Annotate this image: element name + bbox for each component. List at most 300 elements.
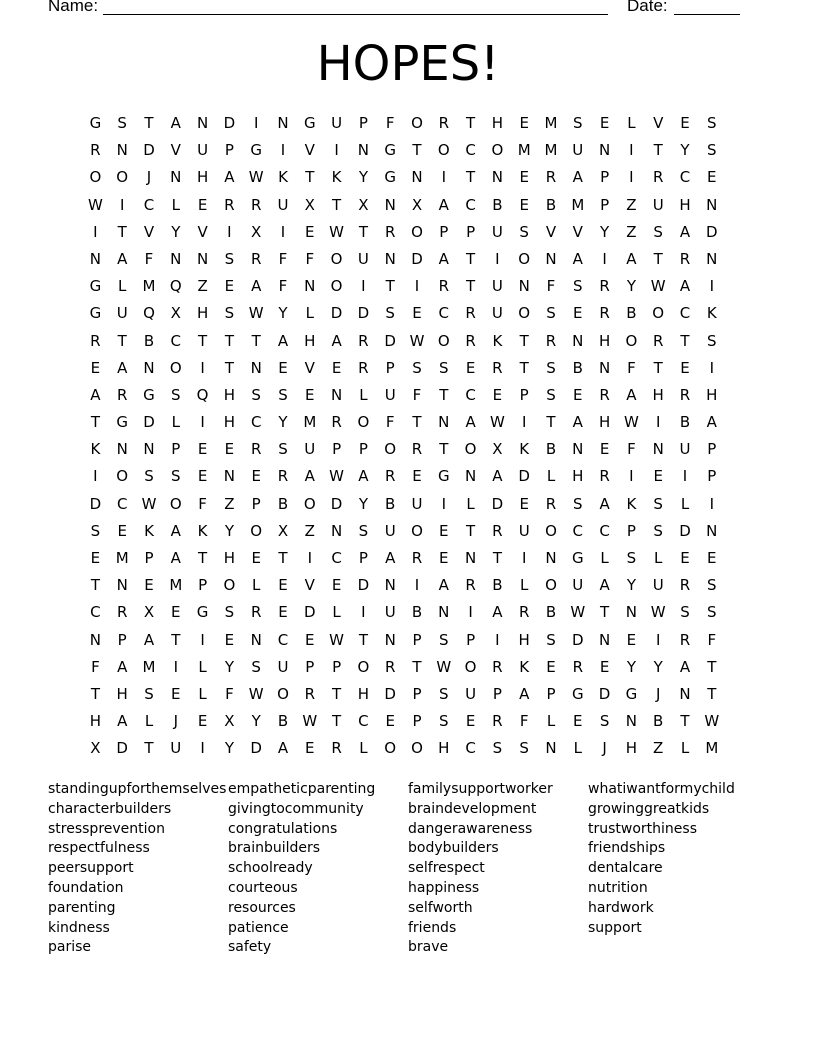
grid-letter[interactable]: P bbox=[332, 657, 342, 676]
grid-letter[interactable]: P bbox=[519, 385, 529, 404]
grid-letter[interactable]: S bbox=[626, 549, 637, 567]
grid-letter[interactable]: U bbox=[652, 576, 664, 595]
grid-letter[interactable]: K bbox=[331, 168, 342, 187]
grid-letter[interactable]: S bbox=[519, 739, 529, 758]
grid-letter[interactable]: C bbox=[277, 630, 289, 649]
grid-letter[interactable]: A bbox=[492, 467, 503, 486]
grid-letter[interactable]: W bbox=[623, 413, 639, 432]
grid-letter[interactable]: R bbox=[465, 576, 476, 595]
grid-letter[interactable]: O bbox=[411, 739, 423, 758]
grid-letter[interactable]: P bbox=[466, 222, 476, 241]
grid-letter[interactable]: P bbox=[412, 630, 422, 649]
grid-letter[interactable]: V bbox=[197, 222, 208, 241]
grid-letter[interactable]: E bbox=[224, 440, 235, 459]
grid-letter[interactable]: N bbox=[116, 141, 128, 160]
grid-letter[interactable]: U bbox=[304, 440, 316, 459]
grid-letter[interactable]: D bbox=[304, 603, 316, 622]
grid-letter[interactable]: R bbox=[599, 277, 610, 296]
grid-letter[interactable]: I bbox=[414, 576, 420, 595]
grid-letter[interactable]: E bbox=[197, 440, 208, 459]
grid-letter[interactable]: S bbox=[707, 331, 717, 350]
grid-letter[interactable]: A bbox=[117, 712, 128, 731]
grid-letter[interactable]: V bbox=[545, 222, 557, 241]
grid-letter[interactable]: R bbox=[465, 304, 476, 323]
grid-letter[interactable]: O bbox=[411, 521, 423, 540]
grid-letter[interactable]: J bbox=[146, 168, 152, 187]
grid-letter[interactable]: X bbox=[492, 440, 503, 459]
grid-letter[interactable]: A bbox=[572, 168, 583, 187]
grid-letter[interactable]: G bbox=[196, 603, 209, 622]
grid-letter[interactable]: N bbox=[330, 385, 343, 404]
grid-letter[interactable]: S bbox=[144, 467, 154, 486]
grid-letter[interactable]: H bbox=[572, 467, 584, 486]
grid-letter[interactable]: S bbox=[573, 494, 583, 513]
grid-letter[interactable]: U bbox=[331, 114, 343, 132]
grid-letter[interactable]: K bbox=[278, 168, 288, 187]
grid-letter[interactable]: N bbox=[196, 114, 209, 132]
grid-letter[interactable]: R bbox=[599, 304, 610, 323]
grid-letter[interactable]: N bbox=[598, 358, 611, 377]
grid-letter[interactable]: E bbox=[519, 195, 529, 214]
grid-letter[interactable]: T bbox=[466, 521, 476, 540]
grid-letter[interactable]: T bbox=[546, 413, 556, 432]
grid-letter[interactable]: C bbox=[465, 141, 476, 160]
grid-letter[interactable]: E bbox=[546, 657, 556, 676]
grid-letter[interactable]: D bbox=[572, 630, 584, 649]
grid-letter[interactable]: W bbox=[248, 684, 264, 703]
grid-letter[interactable]: T bbox=[358, 222, 368, 241]
grid-letter[interactable]: N bbox=[679, 684, 691, 703]
grid-letter[interactable]: A bbox=[599, 576, 610, 595]
grid-letter[interactable]: T bbox=[224, 358, 234, 377]
grid-letter[interactable]: F bbox=[546, 277, 556, 296]
grid-letter[interactable]: E bbox=[251, 549, 261, 567]
grid-letter[interactable]: T bbox=[90, 684, 100, 703]
grid-letter[interactable]: A bbox=[706, 413, 717, 432]
grid-letter[interactable]: C bbox=[250, 413, 262, 432]
grid-letter[interactable]: G bbox=[384, 168, 396, 187]
grid-letter[interactable]: W bbox=[570, 603, 586, 622]
grid-letter[interactable]: E bbox=[519, 494, 529, 513]
grid-letter[interactable]: Z bbox=[626, 195, 637, 214]
grid-letter[interactable]: I bbox=[495, 249, 500, 268]
grid-letter[interactable]: O bbox=[491, 141, 504, 160]
grid-letter[interactable]: N bbox=[545, 739, 557, 758]
grid-letter[interactable]: B bbox=[277, 712, 289, 731]
grid-letter[interactable]: N bbox=[89, 630, 102, 649]
grid-letter[interactable]: G bbox=[89, 277, 102, 296]
grid-letter[interactable]: S bbox=[117, 114, 127, 132]
grid-letter[interactable]: P bbox=[439, 222, 449, 241]
grid-letter[interactable]: R bbox=[331, 739, 342, 758]
grid-letter[interactable]: D bbox=[89, 494, 102, 513]
grid-letter[interactable]: V bbox=[170, 141, 181, 160]
grid-letter[interactable]: H bbox=[518, 630, 530, 649]
grid-letter[interactable]: E bbox=[305, 222, 315, 241]
grid-letter[interactable]: P bbox=[412, 684, 422, 703]
grid-letter[interactable]: H bbox=[304, 331, 316, 350]
grid-letter[interactable]: T bbox=[492, 549, 502, 567]
grid-letter[interactable]: N bbox=[518, 277, 530, 296]
grid-letter[interactable]: N bbox=[598, 141, 611, 160]
grid-letter[interactable]: I bbox=[361, 277, 366, 296]
grid-letter[interactable]: D bbox=[598, 684, 611, 703]
grid-letter[interactable]: R bbox=[116, 603, 128, 622]
grid-letter[interactable]: N bbox=[625, 603, 638, 622]
grid-letter[interactable]: O bbox=[545, 521, 557, 540]
grid-letter[interactable]: E bbox=[278, 603, 288, 622]
grid-letter[interactable]: L bbox=[627, 114, 636, 132]
grid-letter[interactable]: U bbox=[465, 684, 477, 703]
grid-letter[interactable]: D bbox=[330, 494, 343, 513]
grid-letter[interactable]: B bbox=[492, 576, 503, 595]
grid-letter[interactable]: A bbox=[117, 358, 128, 377]
grid-letter[interactable]: E bbox=[197, 712, 208, 731]
grid-letter[interactable]: B bbox=[411, 603, 423, 622]
grid-letter[interactable]: G bbox=[116, 413, 128, 432]
grid-letter[interactable]: E bbox=[90, 358, 101, 377]
grid-letter[interactable]: R bbox=[599, 467, 610, 486]
date-field-line[interactable] bbox=[674, 14, 740, 15]
grid-letter[interactable]: S bbox=[653, 521, 663, 540]
grid-letter[interactable]: F bbox=[627, 440, 636, 459]
grid-letter[interactable]: T bbox=[412, 413, 422, 432]
grid-letter[interactable]: K bbox=[519, 440, 530, 459]
grid-letter[interactable]: S bbox=[707, 576, 717, 595]
grid-letter[interactable]: W bbox=[87, 195, 103, 214]
grid-letter[interactable]: T bbox=[305, 168, 315, 187]
grid-letter[interactable]: S bbox=[519, 222, 529, 241]
grid-letter[interactable]: N bbox=[464, 467, 477, 486]
grid-letter[interactable]: C bbox=[679, 168, 691, 187]
grid-letter[interactable]: T bbox=[332, 195, 342, 214]
grid-letter[interactable]: R bbox=[599, 385, 610, 404]
grid-letter[interactable]: S bbox=[358, 521, 369, 540]
grid-letter[interactable]: P bbox=[144, 549, 154, 567]
grid-letter[interactable]: S bbox=[573, 277, 583, 296]
grid-letter[interactable]: R bbox=[304, 684, 315, 703]
grid-letter[interactable]: U bbox=[491, 222, 503, 241]
grid-letter[interactable]: Z bbox=[653, 739, 664, 758]
grid-letter[interactable]: D bbox=[357, 304, 370, 323]
grid-letter[interactable]: S bbox=[546, 385, 556, 404]
grid-letter[interactable]: P bbox=[198, 576, 208, 595]
grid-letter[interactable]: A bbox=[438, 576, 449, 595]
grid-letter[interactable]: O bbox=[518, 249, 531, 268]
grid-letter[interactable]: U bbox=[652, 195, 664, 214]
grid-letter[interactable]: E bbox=[573, 304, 583, 323]
grid-letter[interactable]: K bbox=[706, 304, 717, 323]
grid-letter[interactable]: T bbox=[412, 141, 422, 160]
grid-letter[interactable]: A bbox=[304, 467, 315, 486]
grid-letter[interactable]: N bbox=[384, 249, 396, 268]
grid-letter[interactable]: L bbox=[305, 304, 314, 323]
grid-letter[interactable]: L bbox=[466, 494, 475, 513]
grid-letter[interactable]: X bbox=[277, 521, 289, 540]
grid-letter[interactable]: A bbox=[626, 385, 637, 404]
grid-letter[interactable]: S bbox=[653, 222, 663, 241]
grid-letter[interactable]: P bbox=[412, 712, 422, 731]
grid-letter[interactable]: E bbox=[305, 630, 315, 649]
grid-letter[interactable]: S bbox=[251, 657, 261, 676]
grid-letter[interactable]: H bbox=[223, 385, 236, 404]
grid-letter[interactable]: E bbox=[439, 521, 449, 540]
grid-letter[interactable]: H bbox=[598, 413, 611, 432]
grid-letter[interactable]: N bbox=[384, 576, 396, 595]
grid-letter[interactable]: R bbox=[679, 385, 691, 404]
grid-letter[interactable]: A bbox=[358, 467, 369, 486]
grid-letter[interactable]: A bbox=[170, 549, 181, 567]
grid-letter[interactable]: M bbox=[517, 141, 531, 160]
grid-letter[interactable]: N bbox=[89, 249, 102, 268]
grid-letter[interactable]: F bbox=[519, 712, 529, 731]
grid-letter[interactable]: X bbox=[304, 195, 315, 214]
grid-letter[interactable]: T bbox=[144, 739, 154, 758]
grid-letter[interactable]: U bbox=[572, 141, 584, 160]
grid-letter[interactable]: V bbox=[304, 141, 315, 160]
grid-letter[interactable]: R bbox=[358, 331, 369, 350]
grid-letter[interactable]: E bbox=[573, 385, 583, 404]
grid-letter[interactable]: E bbox=[278, 576, 288, 595]
grid-letter[interactable]: U bbox=[277, 657, 289, 676]
grid-letter[interactable]: B bbox=[277, 494, 289, 513]
grid-letter[interactable]: O bbox=[411, 222, 423, 241]
grid-letter[interactable]: R bbox=[545, 168, 557, 187]
grid-letter[interactable]: A bbox=[679, 657, 691, 676]
grid-letter[interactable]: H bbox=[598, 331, 611, 350]
grid-letter[interactable]: O bbox=[116, 467, 129, 486]
grid-letter[interactable]: U bbox=[197, 141, 209, 160]
grid-letter[interactable]: S bbox=[385, 304, 395, 323]
grid-letter[interactable]: R bbox=[545, 494, 557, 513]
grid-letter[interactable]: K bbox=[492, 331, 503, 350]
grid-letter[interactable]: O bbox=[89, 168, 102, 187]
grid-letter[interactable]: B bbox=[492, 195, 503, 214]
grid-letter[interactable]: Y bbox=[680, 141, 690, 160]
grid-letter[interactable]: T bbox=[680, 712, 690, 731]
grid-letter[interactable]: P bbox=[546, 684, 556, 703]
grid-letter[interactable]: H bbox=[223, 549, 236, 567]
grid-letter[interactable]: X bbox=[90, 739, 101, 758]
grid-letter[interactable]: S bbox=[707, 114, 717, 132]
grid-letter[interactable]: T bbox=[144, 114, 154, 132]
grid-letter[interactable]: R bbox=[438, 277, 449, 296]
grid-letter[interactable]: I bbox=[655, 413, 661, 432]
grid-letter[interactable]: T bbox=[653, 358, 663, 377]
grid-letter[interactable]: U bbox=[518, 521, 530, 540]
grid-letter[interactable]: N bbox=[223, 467, 236, 486]
grid-letter[interactable]: O bbox=[437, 141, 450, 160]
grid-letter[interactable]: U bbox=[491, 277, 503, 296]
grid-letter[interactable]: T bbox=[171, 630, 181, 649]
grid-letter[interactable]: I bbox=[629, 467, 634, 486]
grid-letter[interactable]: S bbox=[439, 358, 449, 377]
grid-letter[interactable]: R bbox=[224, 195, 235, 214]
grid-letter[interactable]: U bbox=[411, 494, 423, 513]
grid-letter[interactable]: B bbox=[626, 304, 637, 323]
grid-letter[interactable]: I bbox=[682, 467, 688, 486]
grid-letter[interactable]: X bbox=[224, 712, 235, 731]
grid-letter[interactable]: D bbox=[491, 494, 504, 513]
grid-letter[interactable]: L bbox=[332, 603, 341, 622]
grid-letter[interactable]: I bbox=[655, 630, 661, 649]
grid-letter[interactable]: D bbox=[679, 521, 691, 540]
grid-letter[interactable]: Y bbox=[626, 576, 636, 595]
grid-letter[interactable]: B bbox=[679, 413, 691, 432]
grid-letter[interactable]: I bbox=[200, 358, 205, 377]
grid-letter[interactable]: N bbox=[384, 630, 396, 649]
grid-letter[interactable]: B bbox=[545, 195, 557, 214]
grid-letter[interactable]: D bbox=[706, 222, 718, 241]
grid-letter[interactable]: N bbox=[572, 440, 584, 459]
grid-letter[interactable]: E bbox=[224, 277, 235, 296]
grid-letter[interactable]: J bbox=[602, 739, 607, 758]
grid-letter[interactable]: O bbox=[169, 358, 182, 377]
grid-letter[interactable]: V bbox=[304, 358, 315, 377]
grid-letter[interactable]: I bbox=[200, 739, 205, 758]
grid-letter[interactable]: T bbox=[519, 331, 529, 350]
grid-letter[interactable]: R bbox=[438, 114, 449, 132]
grid-letter[interactable]: L bbox=[654, 549, 663, 567]
grid-letter[interactable]: O bbox=[169, 494, 182, 513]
grid-letter[interactable]: H bbox=[196, 304, 209, 323]
grid-letter[interactable]: R bbox=[679, 576, 691, 595]
grid-letter[interactable]: V bbox=[572, 222, 583, 241]
grid-letter[interactable]: E bbox=[680, 114, 690, 132]
grid-letter[interactable]: E bbox=[305, 739, 315, 758]
grid-letter[interactable]: O bbox=[545, 576, 557, 595]
grid-letter[interactable]: N bbox=[170, 168, 182, 187]
grid-letter[interactable]: N bbox=[464, 549, 477, 567]
grid-letter[interactable]: T bbox=[332, 684, 342, 703]
grid-letter[interactable]: C bbox=[465, 739, 476, 758]
grid-letter[interactable]: X bbox=[358, 195, 369, 214]
grid-letter[interactable]: S bbox=[251, 385, 261, 404]
grid-letter[interactable]: A bbox=[277, 331, 289, 350]
grid-letter[interactable]: R bbox=[545, 331, 557, 350]
grid-letter[interactable]: W bbox=[650, 603, 666, 622]
grid-letter[interactable]: R bbox=[518, 603, 530, 622]
grid-letter[interactable]: Y bbox=[358, 168, 368, 187]
grid-letter[interactable]: A bbox=[438, 249, 449, 268]
grid-letter[interactable]: F bbox=[707, 630, 717, 649]
grid-letter[interactable]: U bbox=[384, 385, 396, 404]
grid-letter[interactable]: C bbox=[465, 385, 476, 404]
grid-letter[interactable]: C bbox=[116, 494, 128, 513]
grid-letter[interactable]: Z bbox=[304, 521, 315, 540]
grid-letter[interactable]: U bbox=[384, 603, 396, 622]
grid-letter[interactable]: A bbox=[385, 549, 396, 567]
grid-letter[interactable]: O bbox=[116, 168, 129, 187]
grid-letter[interactable]: W bbox=[248, 304, 264, 323]
grid-letter[interactable]: L bbox=[198, 684, 207, 703]
grid-letter[interactable]: N bbox=[196, 249, 209, 268]
grid-letter[interactable]: U bbox=[170, 739, 182, 758]
grid-letter[interactable]: N bbox=[598, 630, 611, 649]
grid-letter[interactable]: R bbox=[90, 331, 101, 350]
grid-letter[interactable]: R bbox=[411, 440, 423, 459]
grid-letter[interactable]: L bbox=[546, 467, 556, 486]
grid-letter[interactable]: S bbox=[90, 521, 101, 540]
grid-letter[interactable]: P bbox=[466, 630, 476, 649]
grid-letter[interactable]: P bbox=[171, 440, 181, 459]
grid-letter[interactable]: O bbox=[303, 494, 316, 513]
grid-letter[interactable]: Y bbox=[358, 494, 368, 513]
grid-letter[interactable]: A bbox=[90, 385, 101, 404]
grid-letter[interactable]: T bbox=[385, 277, 395, 296]
grid-letter[interactable]: I bbox=[709, 358, 714, 377]
grid-letter[interactable]: S bbox=[492, 739, 503, 758]
grid-letter[interactable]: K bbox=[90, 440, 101, 459]
grid-letter[interactable]: A bbox=[277, 739, 289, 758]
grid-letter[interactable]: P bbox=[358, 440, 368, 459]
grid-letter[interactable]: A bbox=[117, 657, 128, 676]
grid-letter[interactable]: Z bbox=[197, 277, 208, 296]
grid-letter[interactable]: I bbox=[119, 195, 125, 214]
grid-letter[interactable]: E bbox=[492, 385, 503, 404]
grid-letter[interactable]: B bbox=[545, 603, 557, 622]
grid-letter[interactable]: H bbox=[679, 195, 691, 214]
grid-letter[interactable]: T bbox=[519, 358, 529, 377]
grid-letter[interactable]: N bbox=[384, 195, 396, 214]
grid-letter[interactable]: H bbox=[196, 168, 209, 187]
grid-letter[interactable]: G bbox=[89, 304, 102, 323]
grid-letter[interactable]: L bbox=[171, 195, 180, 214]
grid-letter[interactable]: C bbox=[358, 712, 369, 731]
grid-letter[interactable]: F bbox=[412, 385, 422, 404]
grid-letter[interactable]: I bbox=[709, 494, 714, 513]
grid-letter[interactable]: W bbox=[489, 413, 505, 432]
grid-letter[interactable]: E bbox=[171, 603, 181, 622]
grid-letter[interactable]: Y bbox=[626, 657, 636, 676]
grid-letter[interactable]: T bbox=[707, 684, 717, 703]
grid-letter[interactable]: I bbox=[200, 630, 205, 649]
grid-letter[interactable]: S bbox=[707, 603, 717, 622]
grid-letter[interactable]: R bbox=[492, 358, 503, 377]
grid-letter[interactable]: I bbox=[361, 603, 366, 622]
grid-letter[interactable]: S bbox=[144, 684, 154, 703]
grid-letter[interactable]: Y bbox=[278, 304, 288, 323]
grid-letter[interactable]: T bbox=[358, 630, 368, 649]
grid-letter[interactable]: Y bbox=[224, 521, 234, 540]
grid-letter[interactable]: R bbox=[679, 249, 691, 268]
grid-letter[interactable]: C bbox=[465, 195, 476, 214]
grid-letter[interactable]: N bbox=[706, 521, 718, 540]
grid-letter[interactable]: W bbox=[248, 168, 264, 187]
grid-letter[interactable]: T bbox=[466, 114, 476, 132]
grid-letter[interactable]: M bbox=[115, 549, 129, 567]
grid-letter[interactable]: G bbox=[571, 549, 584, 567]
grid-letter[interactable]: F bbox=[225, 684, 234, 703]
grid-letter[interactable]: Z bbox=[626, 222, 637, 241]
grid-letter[interactable]: O bbox=[250, 521, 263, 540]
grid-letter[interactable]: N bbox=[438, 413, 450, 432]
grid-letter[interactable]: N bbox=[143, 440, 155, 459]
grid-letter[interactable]: E bbox=[707, 549, 717, 567]
grid-letter[interactable]: I bbox=[414, 277, 420, 296]
grid-letter[interactable]: I bbox=[93, 222, 98, 241]
grid-letter[interactable]: R bbox=[652, 331, 664, 350]
grid-letter[interactable]: E bbox=[465, 712, 476, 731]
grid-letter[interactable]: D bbox=[116, 739, 128, 758]
grid-letter[interactable]: Q bbox=[143, 304, 155, 323]
grid-letter[interactable]: R bbox=[250, 249, 262, 268]
grid-letter[interactable]: O bbox=[277, 684, 289, 703]
grid-letter[interactable]: A bbox=[331, 331, 342, 350]
grid-letter[interactable]: B bbox=[572, 358, 583, 377]
grid-letter[interactable]: F bbox=[385, 413, 395, 432]
grid-letter[interactable]: E bbox=[278, 358, 288, 377]
